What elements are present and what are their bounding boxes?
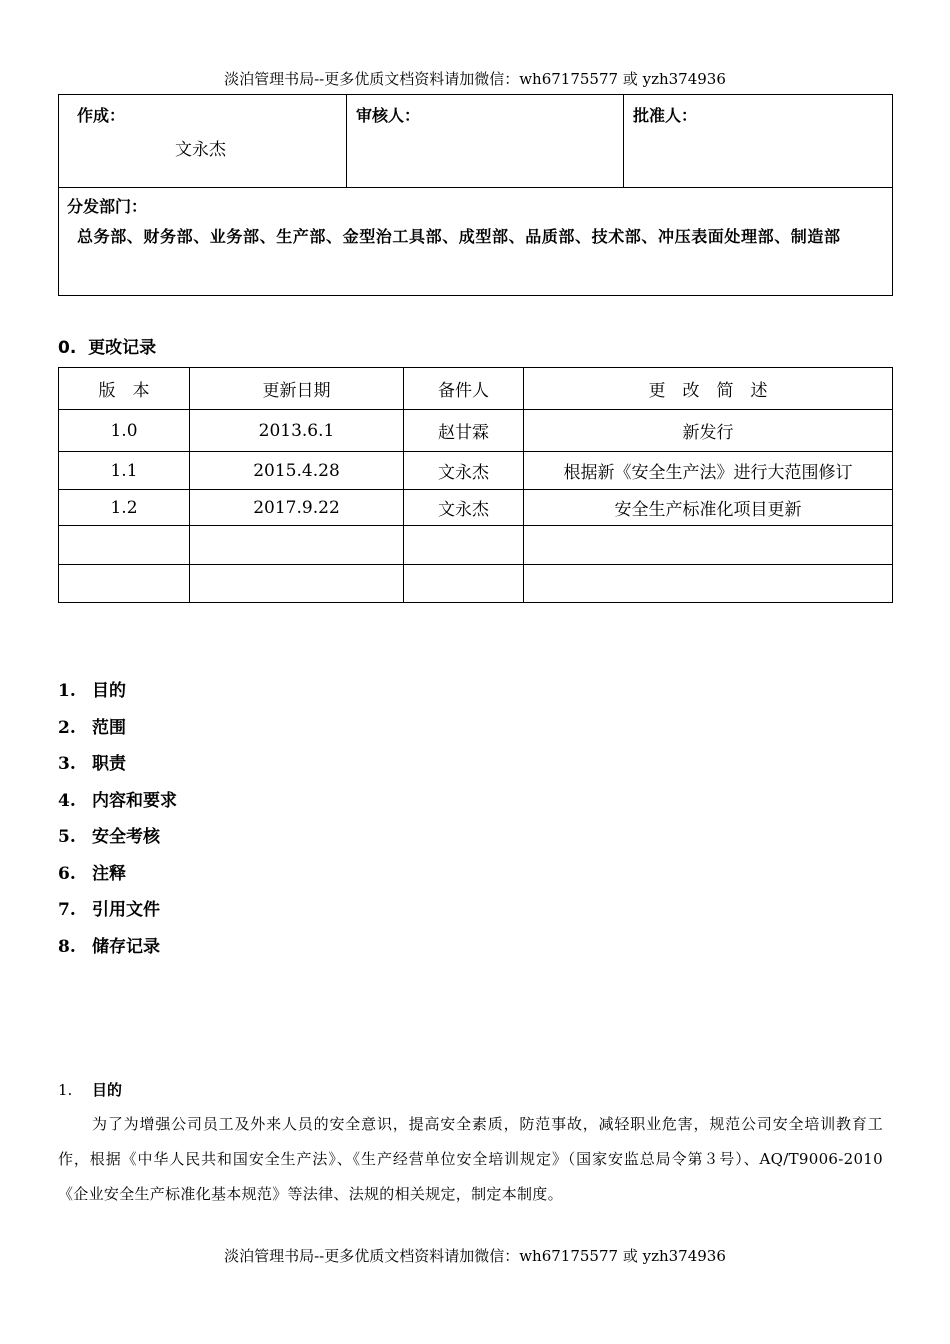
table-row — [59, 490, 893, 526]
cell-date: 2013.6.1 — [190, 410, 404, 452]
toc-number: 4. — [58, 790, 76, 811]
cell-date: 2015.4.28 — [190, 452, 404, 490]
toc-number: 3. — [58, 754, 76, 774]
distribution-label: 分发部门： — [67, 197, 148, 216]
section-1-number: 1. — [58, 1081, 73, 1099]
toc-title: 储存记录 — [92, 936, 160, 957]
toc-item — [58, 895, 177, 932]
cell-summary — [524, 565, 893, 603]
cell-version — [59, 565, 190, 603]
reviewer-cell — [347, 95, 624, 188]
header-date: 更新日期 — [190, 368, 404, 410]
page-header: 淡泊管理书局--更多优质文档资料请加微信：wh67175577 或 yzh374936 — [224, 70, 726, 88]
toc-title: 注释 — [92, 863, 126, 884]
cell-editor: 文永杰 — [404, 452, 524, 490]
table-of-contents — [58, 676, 177, 968]
cell-editor — [404, 565, 524, 603]
approver-cell — [624, 95, 893, 188]
cell-editor — [404, 526, 524, 565]
table-row — [59, 452, 893, 490]
toc-number: 2. — [58, 717, 76, 738]
cell-date — [190, 565, 404, 603]
toc-item — [58, 822, 177, 859]
cell-version: 1.1 — [59, 452, 190, 490]
revision-section-number: 0. — [58, 338, 77, 358]
header-version: 版 本 — [59, 368, 190, 410]
toc-item — [58, 713, 177, 750]
toc-number: 1. — [58, 681, 76, 701]
revision-section-label: 更改记录 — [88, 338, 157, 358]
signoff-table — [58, 94, 893, 296]
cell-date: 2017.9.22 — [190, 490, 404, 526]
table-row — [59, 526, 893, 565]
cell-version: 1.2 — [59, 490, 190, 526]
revision-header-row — [59, 368, 893, 410]
page-footer: 淡泊管理书局--更多优质文档资料请加微信：wh67175577 或 yzh374936 — [224, 1247, 726, 1265]
revision-section-title — [58, 333, 156, 358]
cell-summary: 安全生产标准化项目更新 — [524, 490, 893, 526]
author-cell — [59, 95, 347, 188]
toc-number: 8. — [58, 936, 76, 957]
toc-item — [58, 932, 177, 969]
section-1-body: 为了为增强公司员工及外来人员的安全意识，提高安全素质，防范事故，减轻职业危害，规范公司安全培训教育工作，根据《中华人民共和国安全生产法》、《生产经营单位安全培训规定》（国家安监总局令第３号）、AQ/T9006-2010《企业安全生产标准化基本规范》等法律、法规的相关规定，制定本制度。 — [58, 1115, 883, 1203]
toc-number: 5. — [58, 827, 76, 847]
distribution-departments: 总务部、财务部、业务部、生产部、金型治工具部、成型部、品质部、技术部、冲压表面处理部、制造部 — [77, 227, 841, 246]
cell-editor: 文永杰 — [404, 490, 524, 526]
reviewer-label: 审核人： — [356, 106, 421, 125]
cell-version — [59, 526, 190, 565]
toc-number: 7. — [58, 900, 76, 920]
table-row — [59, 565, 893, 603]
header-summary: 更 改 简 述 — [524, 368, 893, 410]
section-1-title: 目的 — [92, 1081, 123, 1099]
toc-title: 内容和要求 — [92, 790, 177, 811]
approver-label: 批准人： — [633, 106, 698, 125]
toc-item — [58, 749, 177, 786]
toc-title: 目的 — [92, 681, 126, 701]
table-row — [59, 410, 893, 452]
toc-title: 引用文件 — [92, 900, 160, 920]
section-1-heading — [58, 1079, 122, 1100]
cell-editor: 赵甘霖 — [404, 410, 524, 452]
toc-item — [58, 676, 177, 713]
toc-title: 职责 — [92, 754, 126, 774]
toc-number: 6. — [58, 863, 76, 884]
author-name: 文永杰 — [175, 140, 226, 160]
cell-date — [190, 526, 404, 565]
revision-table — [58, 367, 893, 603]
toc-item — [58, 786, 177, 823]
author-label: 作成： — [77, 106, 126, 125]
cell-summary — [524, 526, 893, 565]
toc-item — [58, 859, 177, 896]
distribution-cell — [59, 188, 893, 296]
header-editor: 备件人 — [404, 368, 524, 410]
cell-summary: 根据新《安全生产法》进行大范围修订 — [524, 452, 893, 490]
cell-version: 1.0 — [59, 410, 190, 452]
toc-title: 范围 — [92, 717, 126, 738]
toc-title: 安全考核 — [92, 827, 160, 847]
cell-summary: 新发行 — [524, 410, 893, 452]
